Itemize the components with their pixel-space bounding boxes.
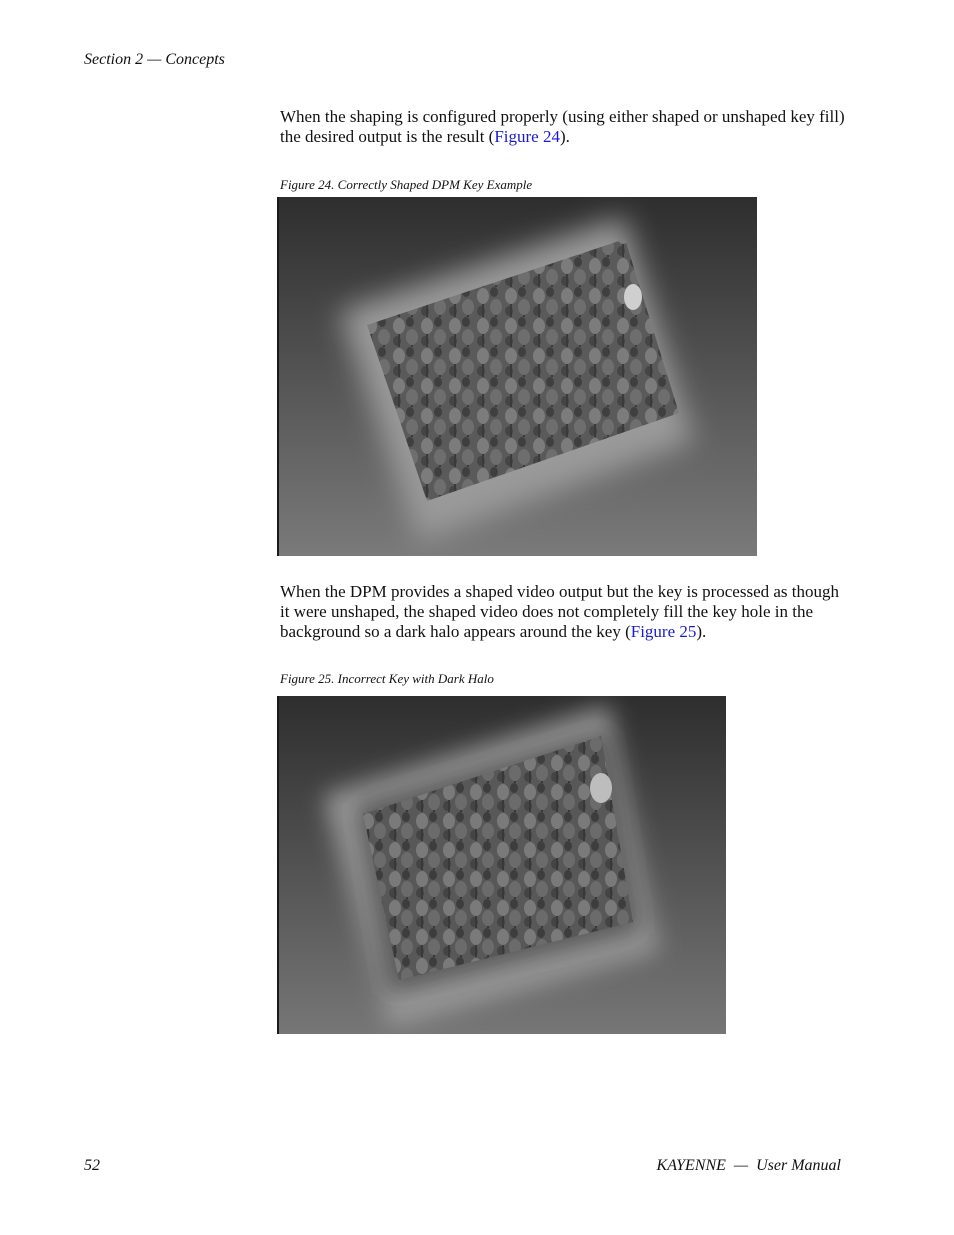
figure-25-caption: Figure 25. Incorrect Key with Dark Halo [280, 671, 494, 686]
running-footer: KAYENNE — User Manual [656, 1157, 841, 1174]
paragraph-dark-halo [280, 582, 846, 642]
page-number: 52 [84, 1157, 100, 1174]
figure-24-image [277, 197, 757, 556]
figure-25-image [277, 696, 726, 1034]
paragraph-text-end: ). [696, 622, 707, 641]
running-header: Section 2 — Concepts [84, 51, 225, 68]
figure-24-link[interactable]: Figure 24 [494, 127, 560, 146]
figure-24-graphic [279, 197, 757, 556]
paragraph-shaping-correct [280, 107, 846, 147]
paragraph-text: When the DPM provides a shaped video output but the key is processed as though it were unshaped, the shaped video does not completely fill the key hole in the background so a dark halo appears around the key ( [280, 582, 840, 641]
paragraph-text-end: ). [559, 127, 570, 146]
paragraph-text: When the shaping is configured properly (using either shaped or unshaped key fill) the desired output is the result ( [280, 107, 845, 146]
figure-25-graphic [279, 696, 726, 1034]
figure-25-link[interactable]: Figure 25 [630, 622, 697, 641]
figure-24-caption: Figure 24. Correctly Shaped DPM Key Example [280, 177, 533, 192]
